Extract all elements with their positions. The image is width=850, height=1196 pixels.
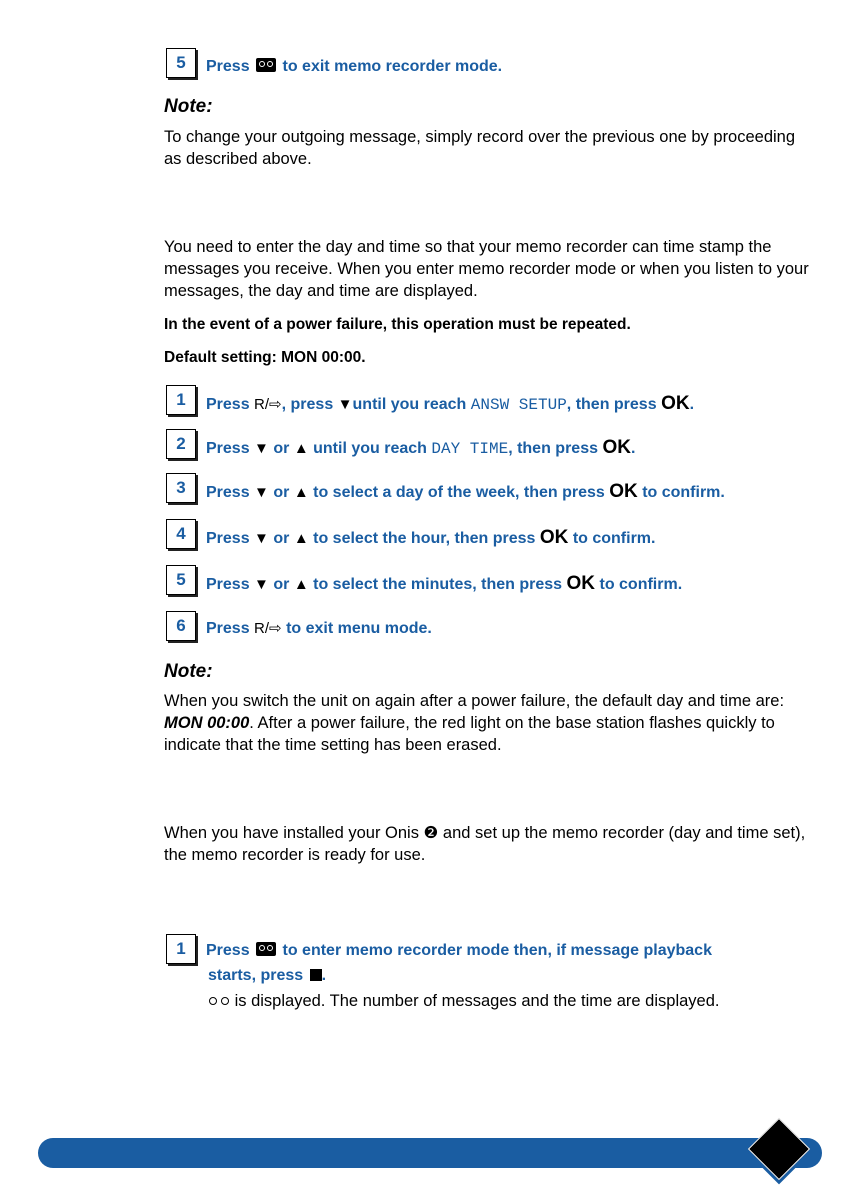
step-description: is displayed. The number of messages and the time are displayed. [208,990,828,1012]
stop-icon [310,969,322,981]
ok-key-icon: OK [566,573,596,594]
step-number: 2 [166,429,196,459]
ok-key-icon: OK [539,527,569,548]
step-number: 3 [166,473,196,503]
intro-text: You need to enter the day and time so that your memo recorder can time stamp the messages you receive. When you enter memo recorder mode or when you listen to your messages, the day and time are displayed. [164,238,809,300]
tape-icon [256,58,276,72]
ok-key-icon: OK [661,393,690,414]
tape-icon [256,942,276,956]
power-warning: In the event of a power failure, this operation must be repeated. [164,316,631,333]
down-arrow-icon: ▼ [254,440,269,457]
ready-text: When you have installed your Onis ❷ and set up the memo recorder (day and time set), the memo recorder is ready for use. [164,824,806,864]
footer-bar [38,1138,822,1168]
up-arrow-icon: ▲ [293,530,309,547]
step-number: 1 [166,934,196,964]
default-setting: Default setting: MON 00:00. [164,349,366,366]
down-arrow-icon: ▼ [254,484,269,501]
step-number: 6 [166,611,196,641]
step-number: 5 [166,48,196,78]
up-arrow-icon: ▲ [293,484,309,501]
step-number: 1 [166,385,196,415]
step-number: 5 [166,565,196,595]
note-text-2: When you switch the unit on again after a power failure, the default day and time are: MON 00:00. After a power failure, the red light on the base station flashes quickly to indicate that the time setting has been erased. [164,692,785,754]
page-diamond-icon [748,1118,810,1180]
ok-key-icon: OK [602,437,631,458]
recall-key-icon: R/⇨ [254,396,282,413]
up-arrow-icon: ▲ [293,440,309,457]
tape-outline-icon [208,996,230,1006]
down-arrow-icon: ▼ [337,396,353,413]
note-text: To change your outgoing message, simply record over the previous one by proceeding as described above. [164,128,796,168]
down-arrow-icon: ▼ [254,530,269,547]
note-title: Note: [164,96,213,117]
recall-key-icon: R/⇨ [254,620,282,637]
note-title-2: Note: [164,661,213,682]
step-number: 4 [166,519,196,549]
down-arrow-icon: ▼ [254,576,269,593]
ok-key-icon: OK [609,481,638,502]
up-arrow-icon: ▲ [293,576,309,593]
